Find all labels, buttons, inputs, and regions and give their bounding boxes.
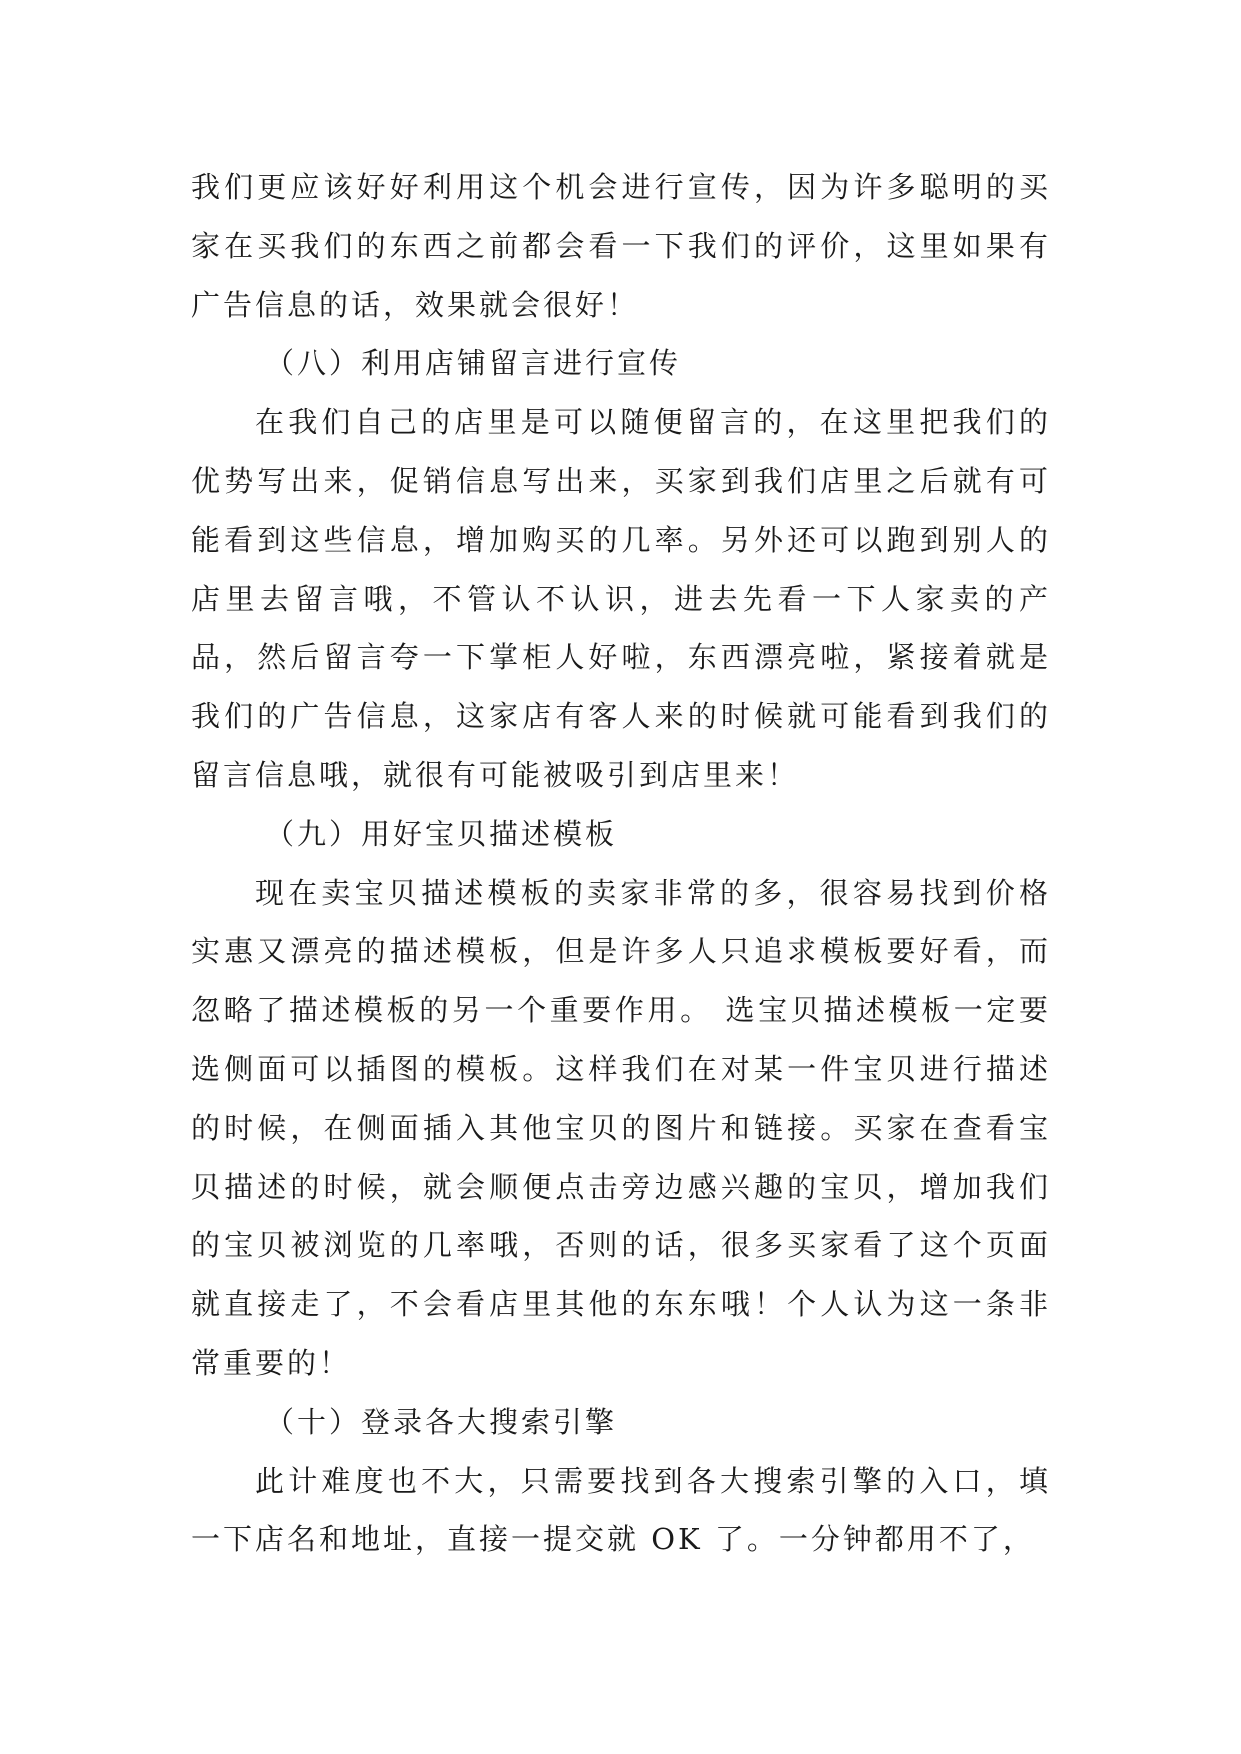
section-heading-10: （十）登录各大搜索引擎: [265, 1404, 618, 1439]
paragraph-description-template: 现在卖宝贝描述模板的卖家非常的多，很容易找到价格实惠又漂亮的描述模板，但是许多人只追求模板要好看，而忽略了描述模板的另一个重要作用。 选宝贝描述模板一定要选侧面可以插图的模板。这样我们在对某一件宝贝进行描述的时候，在侧面插入其他宝贝的图片和链接。买家在查看宝贝描述的时候，就会顺便点击旁边感兴趣的宝贝，增加我们的宝贝被浏览的几率哦，否则的话，很多买家看了这个页面就直接走了，不会看店里其他的东东哦！个人认为这一条非常重要的！: [191, 875, 1051, 1380]
section-heading-9: （九）用好宝贝描述模板: [265, 816, 618, 851]
paragraph-reviews-continuation: 我们更应该好好利用这个机会进行宣传，因为许多聪明的买家在买我们的东西之前都会看一下我们的评价，这里如果有广告信息的话，效果就会很好！: [191, 170, 1051, 322]
paragraph-shop-message: 在我们自己的店里是可以随便留言的，在这里把我们的优势写出来，促销信息写出来，买家到我们店里之后就有可能看到这些信息，增加购买的几率。另外还可以跑到别人的店里去留言哦，不管认不认识，进去先看一下人家卖的产品，然后留言夸一下掌柜人好啦，东西漂亮啦，紧接着就是我们的广告信息，这家店有客人来的时候就可能看到我们的留言信息哦，就很有可能被吸引到店里来！: [191, 405, 1051, 792]
paragraph-search-engines: 此计难度也不大，只需要找到各大搜索引擎的入口，填一下店名和地址，直接一提交就 OK 了。一分钟都用不了，: [191, 1463, 1051, 1557]
section-heading-8: （八）利用店铺留言进行宣传: [265, 346, 682, 381]
document-body: [191, 158, 1051, 1569]
